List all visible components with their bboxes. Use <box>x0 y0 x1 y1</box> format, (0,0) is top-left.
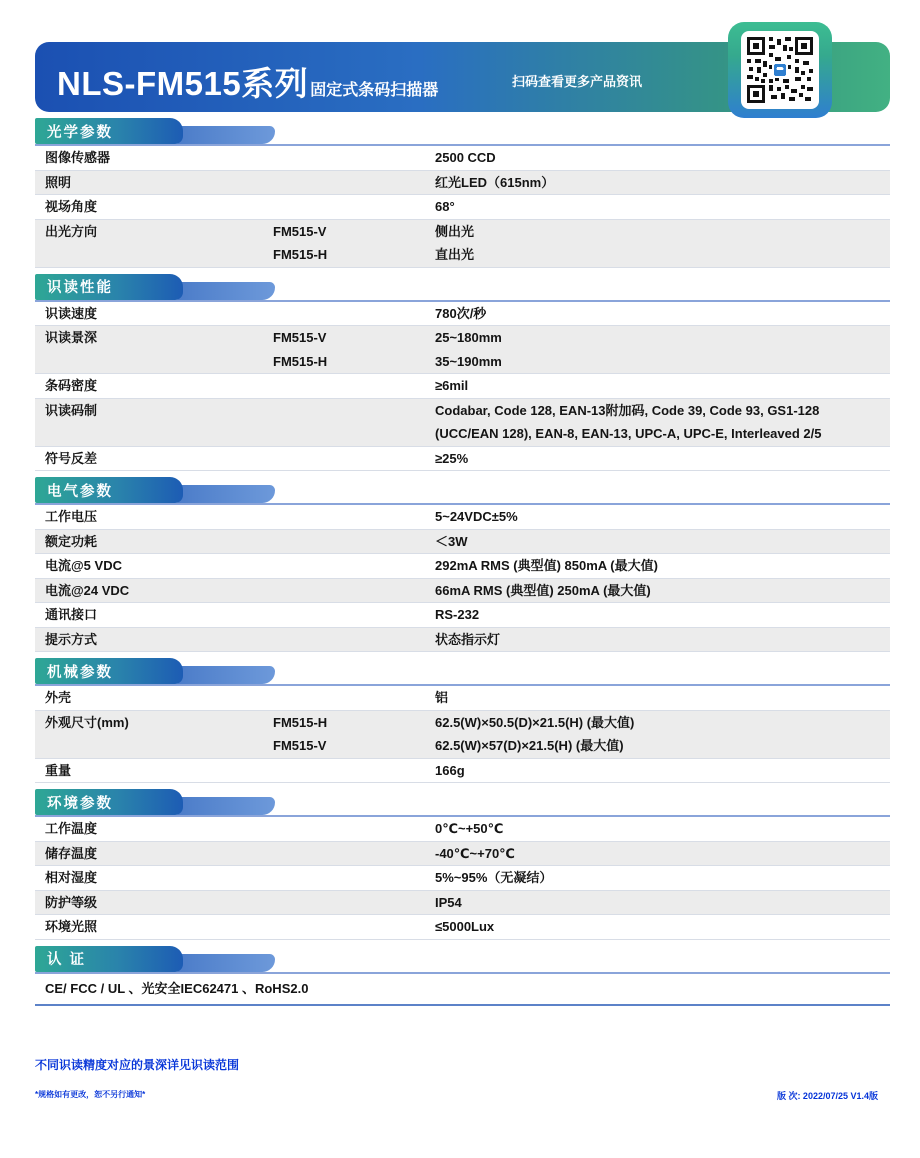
table-row-line <box>35 915 890 939</box>
table-row <box>35 195 890 220</box>
table-row-line <box>35 146 890 170</box>
spec-label: 识读码制 <box>45 402 98 418</box>
ribbon-underlay <box>173 797 275 815</box>
spec-label: 储存温度 <box>45 845 98 861</box>
section-header <box>35 118 890 146</box>
ribbon-underlay <box>173 485 275 503</box>
table-row-line <box>35 734 890 758</box>
spec-label: 电流@5 VDC <box>45 558 122 573</box>
section-header <box>35 946 890 974</box>
spec-model: FM515-V <box>273 223 327 239</box>
spec-section <box>35 274 890 472</box>
spec-table <box>35 505 890 652</box>
spec-table <box>35 302 890 472</box>
table-row <box>35 915 890 940</box>
table-row-line <box>35 603 890 627</box>
table-row <box>35 554 890 579</box>
section-header <box>35 658 890 686</box>
spec-section <box>35 477 890 652</box>
spec-value: 直出光 <box>435 247 475 262</box>
spec-label: 图像传感器 <box>45 150 111 165</box>
table-row-line <box>35 243 890 267</box>
spec-value: Codabar, Code 128, EAN-13附加码, Code 39, Code 93, GS1-128 (UCC/EAN 128), EAN-8, EAN-13, UPC-A, UPC-E, Interleaved 2/5 <box>435 402 822 441</box>
table-row <box>35 686 890 711</box>
spec-label: CE/ FCC / UL 、光安全IEC62471 、RoHS2.0 <box>45 980 309 996</box>
spec-section <box>35 658 890 783</box>
table-row-line <box>35 974 890 1004</box>
spec-table <box>35 974 890 1006</box>
spec-label: 识读景深 <box>45 330 98 345</box>
spec-table <box>35 146 890 268</box>
table-row <box>35 974 890 1006</box>
ribbon-underlay <box>173 126 275 144</box>
spec-label: 工作温度 <box>45 821 98 836</box>
footer-note: 不同识读精度对应的景深详见识读范围 <box>35 1058 240 1072</box>
table-row <box>35 374 890 399</box>
spec-value: 侧出光 <box>435 223 475 239</box>
spec-value: 68° <box>435 199 455 214</box>
section-title: 环境参数 <box>47 795 113 812</box>
spec-label: 环境光照 <box>45 919 98 934</box>
section-header <box>35 274 890 302</box>
table-row <box>35 505 890 530</box>
spec-table <box>35 817 890 940</box>
table-row <box>35 817 890 842</box>
table-row-line <box>35 326 890 350</box>
spec-label: 条码密度 <box>45 378 98 393</box>
footer-version: 版 次: 2022/07/25 V1.4版 <box>776 1091 878 1101</box>
section-ribbon <box>35 118 183 144</box>
section-ribbon <box>35 477 183 503</box>
table-row <box>35 842 890 867</box>
spec-label: 识读速度 <box>45 305 98 321</box>
spec-value: 25~180mm <box>435 330 502 345</box>
section-header <box>35 789 890 817</box>
spec-label: 符号反差 <box>45 450 98 466</box>
spec-value: 66mA RMS (典型值) 250mA (最大值) <box>435 582 651 598</box>
table-row <box>35 302 890 327</box>
table-row-line <box>35 399 890 446</box>
spec-label: 电流@24 VDC <box>45 582 130 598</box>
spec-value: 5~24VDC±5% <box>435 509 518 524</box>
spec-value: 0℃~+50℃ <box>435 821 504 836</box>
spec-sections <box>35 118 890 1006</box>
table-row <box>35 628 890 653</box>
section-title: 光学参数 <box>47 124 113 141</box>
table-row-line <box>35 759 890 783</box>
spec-label: 相对湿度 <box>45 870 98 885</box>
table-row <box>35 447 890 472</box>
spec-model: FM515-H <box>273 714 328 730</box>
table-row <box>35 326 890 374</box>
table-row <box>35 603 890 628</box>
footer-disclaimer: *规格如有更改，恕不另行通知* <box>35 1090 146 1099</box>
table-row <box>35 579 890 604</box>
table-row-line <box>35 171 890 195</box>
qr-code-icon <box>741 31 819 109</box>
spec-value: ≥6mil <box>435 378 469 393</box>
table-row-line <box>35 866 890 890</box>
spec-value: 62.5(W)×57(D)×21.5(H) (最大值) <box>435 738 624 753</box>
table-row-line <box>35 891 890 915</box>
section-title: 识读性能 <box>47 280 113 296</box>
spec-value: 292mA RMS (典型值) 850mA (最大值) <box>435 558 658 573</box>
spec-section <box>35 118 890 268</box>
table-row <box>35 891 890 916</box>
table-row-line <box>35 628 890 652</box>
table-row-line <box>35 842 890 866</box>
table-row-line <box>35 374 890 398</box>
ribbon-underlay <box>173 954 275 972</box>
table-row <box>35 146 890 171</box>
spec-value: 状态指示灯 <box>435 631 501 647</box>
spec-sheet-page <box>35 0 890 1006</box>
spec-value: -40℃~+70℃ <box>435 845 515 861</box>
spec-label: 通讯接口 <box>45 607 98 622</box>
spec-label: 工作电压 <box>45 509 98 524</box>
table-row <box>35 866 890 891</box>
spec-value: 62.5(W)×50.5(D)×21.5(H) (最大值) <box>435 714 635 730</box>
spec-label: 额定功耗 <box>45 533 98 549</box>
spec-model: FM515-H <box>273 247 328 262</box>
table-row-line <box>35 711 890 735</box>
spec-value: 2500 CCD <box>435 150 496 165</box>
table-row-line <box>35 554 890 578</box>
header-banner <box>35 42 890 112</box>
spec-label: 提示方式 <box>45 631 98 647</box>
table-row-line <box>35 817 890 841</box>
table-row-line <box>35 447 890 471</box>
table-row-line <box>35 579 890 603</box>
spec-value: RS-232 <box>435 607 480 622</box>
footer <box>35 1056 878 1102</box>
spec-value: 35~190mm <box>435 353 502 369</box>
table-row <box>35 171 890 196</box>
qr-caption: 扫码查看更多产品资讯 <box>511 74 642 89</box>
table-row-line <box>35 220 890 244</box>
table-row-line <box>35 350 890 374</box>
spec-value: 红光LED（615nm） <box>435 174 555 190</box>
spec-label: 视场角度 <box>45 199 98 214</box>
spec-value: ≥25% <box>435 450 469 466</box>
section-title: 认 证 <box>47 952 87 968</box>
spec-value: 166g <box>435 762 465 778</box>
spec-label: 防护等级 <box>45 894 98 910</box>
table-row-line <box>35 302 890 326</box>
section-header <box>35 477 890 505</box>
spec-value: 铝 <box>435 690 449 705</box>
ribbon-underlay <box>173 282 275 300</box>
section-title: 机械参数 <box>47 664 113 681</box>
spec-label: 外壳 <box>45 690 72 705</box>
section-ribbon <box>35 274 183 300</box>
spec-value: IP54 <box>435 894 462 910</box>
table-row-line <box>35 505 890 529</box>
section-ribbon <box>35 946 183 972</box>
spec-model: FM515-H <box>273 353 328 369</box>
product-title: NLS-FM515系列 <box>57 65 309 102</box>
table-row <box>35 759 890 784</box>
table-row <box>35 530 890 555</box>
spec-model: FM515-V <box>273 330 327 345</box>
table-row-line <box>35 686 890 710</box>
section-title: 电气参数 <box>47 483 113 500</box>
table-row <box>35 220 890 268</box>
spec-value: 5%~95%（无凝结） <box>435 870 553 885</box>
spec-section <box>35 946 890 1006</box>
table-row <box>35 711 890 759</box>
product-subtitle: 固定式条码扫描器 <box>310 82 439 99</box>
table-row <box>35 399 890 447</box>
spec-value: ≤5000Lux <box>435 919 495 934</box>
table-row-line <box>35 195 890 219</box>
spec-model: FM515-V <box>273 738 327 753</box>
table-row-line <box>35 530 890 554</box>
spec-label: 出光方向 <box>45 223 98 239</box>
spec-label: 照明 <box>45 174 72 190</box>
spec-label: 外观尺寸(mm) <box>45 714 129 730</box>
spec-section <box>35 789 890 940</box>
section-ribbon <box>35 789 183 815</box>
spec-value: 780次/秒 <box>435 305 487 321</box>
ribbon-underlay <box>173 666 275 684</box>
spec-value: ＜3W <box>435 533 468 549</box>
spec-label: 重量 <box>45 762 72 778</box>
section-ribbon <box>35 658 183 684</box>
spec-table <box>35 686 890 783</box>
